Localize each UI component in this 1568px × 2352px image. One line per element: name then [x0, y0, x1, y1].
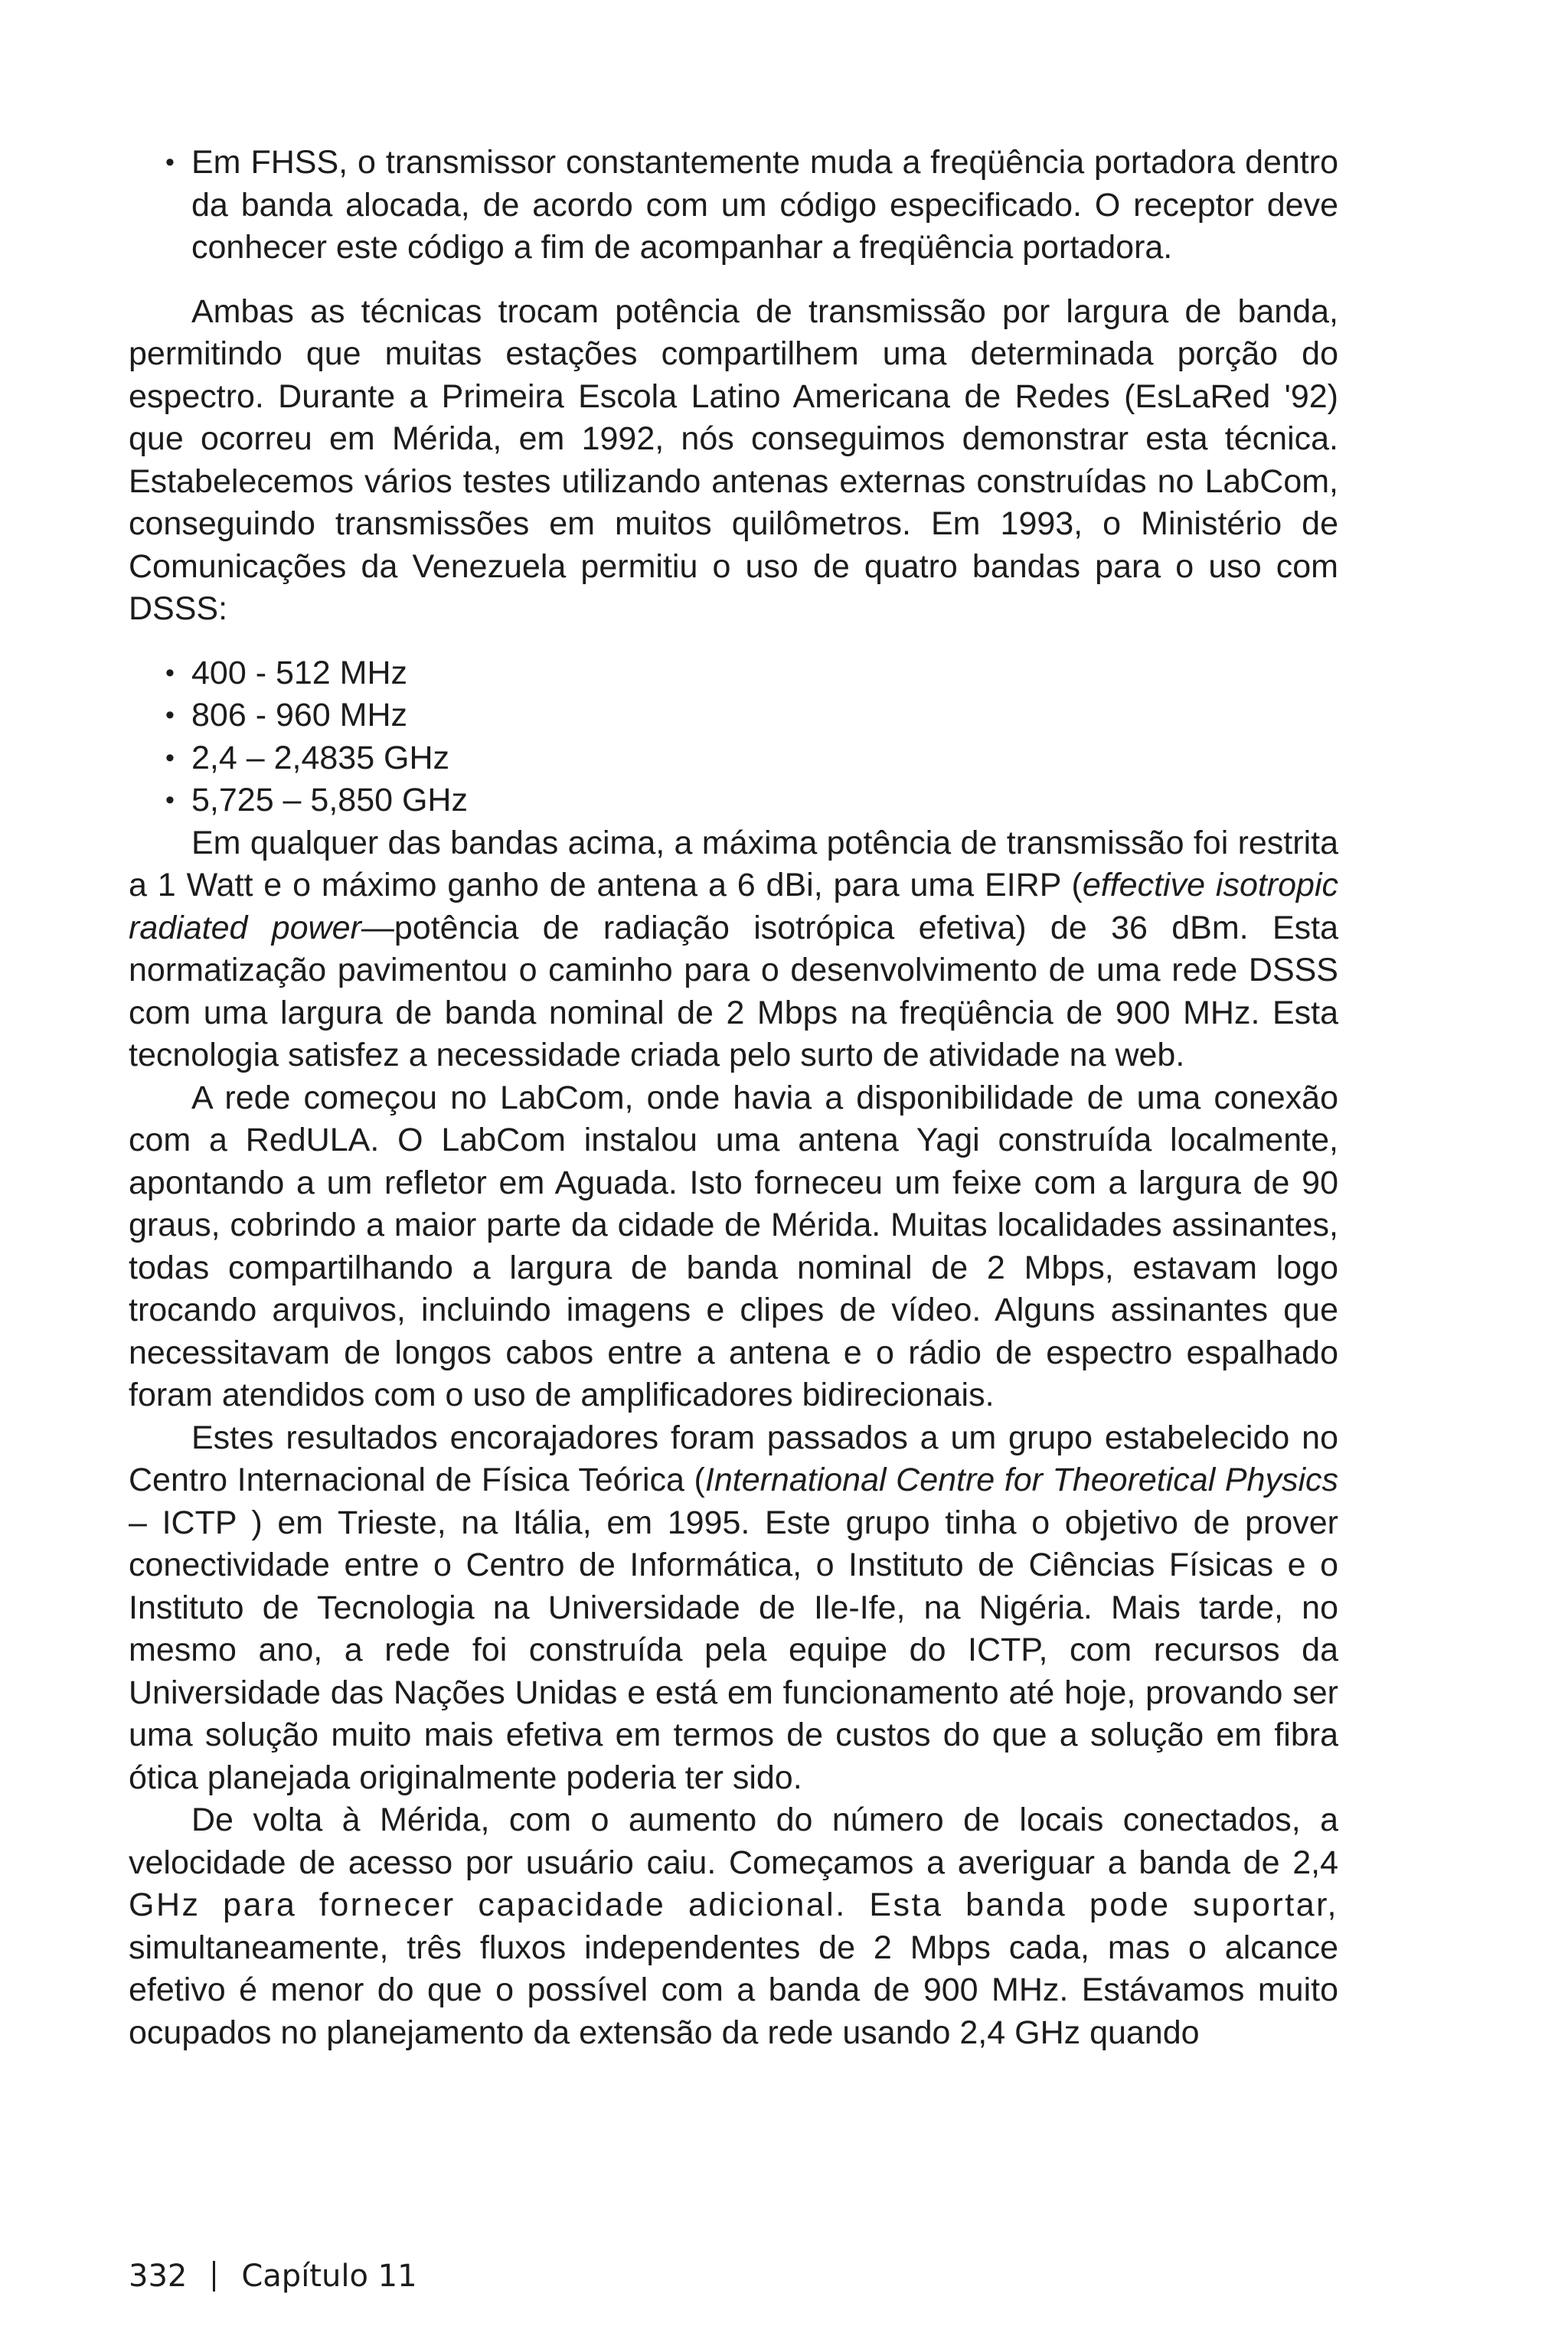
bullet-icon: •: [165, 743, 175, 773]
band-text: 5,725 – 5,850 GHz: [191, 782, 468, 818]
band-text: 2,4 – 2,4835 GHz: [191, 739, 450, 776]
band-text: 806 - 960 MHz: [191, 697, 408, 733]
paragraph-4-part-1: Estes resultados encorajadores foram passados a um grupo estabelecido no Centro Internacional de Física Teórica (: [129, 1419, 1338, 1498]
bullet-icon: •: [165, 658, 175, 688]
bullet-text: Em FHSS, o transmissor constantemente muda a freqüência portadora dentro da banda alocada, de acordo com um código especificado. O receptor deve conhecer este código a fim de acompanhar a freqüência portadora.: [191, 144, 1338, 266]
bullet-icon: •: [165, 701, 175, 730]
list-item: [129, 694, 1338, 737]
band-text: 400 - 512 MHz: [191, 654, 408, 691]
paragraph-2: [129, 822, 1338, 1077]
bullet-icon: •: [165, 148, 175, 177]
paragraph-4-part-2: – ICTP ) em Trieste, na Itália, em 1995. Este grupo tinha o objetivo de prover conectividade entre o Centro de Informática, o Instituto de Ciências Físicas e o Instituto de Tecnologia na Universidade de Ile-Ife, na Nigéria. Mais tarde, no mesmo ano, a rede foi construída pela equipe do ICTP, com recursos da Universidade das Nações Unidas e está em funcionamento até hoje, provando ser uma solução muito mais efetiva em termos de custos do que a solução em fibra ótica planejada originalmente poderia ter sido.: [129, 1504, 1338, 1796]
paragraph-5-spaced-line: GHz para fornecer capacidade adicional. Esta banda pode suportar,: [129, 1886, 1338, 1923]
footer-divider: [213, 2261, 215, 2292]
intro-bullet-list: [129, 142, 1338, 270]
paragraph-5-line-1: De volta à Mérida, com o aumento do número de locais conectados, a velocidade de acesso por usuário caiu. Começamos a averiguar a banda de 2,4: [129, 1802, 1338, 1881]
list-item: [129, 652, 1338, 695]
page-number: 332: [129, 2259, 188, 2294]
paragraph-2-part-1: Em qualquer das bandas acima, a máxima potência de transmissão foi restrita a 1 Watt e o máximo ganho de antena a 6 dBi, para uma EIRP (: [129, 824, 1338, 903]
paragraph-2-italic: effective isotropic radiated power: [129, 867, 1339, 946]
paragraph-5: [129, 1799, 1338, 2054]
paragraph-4: [129, 1417, 1338, 1800]
paragraph-3: A rede começou no LabCom, onde havia a disponibilidade de uma conexão com a RedULA. O LabCom instalou uma antena Yagi construída localmente, apontando a um refletor em Aguada. Isto forneceu um feixe com a largura de 90 graus, cobrindo a maior parte da cidade de Mérida. Muitas localidades assinantes, todas compartilhando a largura de banda nominal de 2 Mbps, estavam logo trocando arquivos, incluindo imagens e clipes de vídeo. Alguns assinantes que necessitavam de longos cabos entre a antena e o rádio de espectro espalhado foram atendidos com o uso de amplificadores bidirecionais.: [129, 1079, 1338, 1413]
chapter-label: Capítulo 11: [241, 2259, 417, 2294]
list-item: [129, 737, 1338, 780]
paragraph-5-rest: simultaneamente, três fluxos independentes de 2 Mbps cada, mas o alcance efetivo é menor do que o possível com a banda de 900 MHz. Estávamos muito ocupados no planejamento da extensão da rede usando 2,4 GHz quando: [129, 1929, 1338, 2051]
spacer: [129, 270, 1338, 291]
page-footer: [129, 2257, 417, 2295]
spacer: [129, 631, 1338, 652]
paragraph-4-italic: International Centre for Theoretical Physics: [704, 1462, 1339, 1498]
paragraph-2-part-2: —potência de radiação isotrópica efetiva) de 36 dBm. Esta normatização pavimentou o caminho para o desenvolvimento de uma rede DSSS com uma largura de banda nominal de 2 Mbps na freqüência de 900 MHz. Esta tecnologia satisfez a necessidade criada pelo surto de atividade na web.: [129, 909, 1338, 1073]
band-list: [129, 652, 1338, 822]
bullet-icon: •: [165, 786, 175, 815]
list-item: [129, 142, 1338, 270]
page-content: [129, 142, 1338, 2054]
paragraph-1: Ambas as técnicas trocam potência de transmissão por largura de banda, permitindo que muitas estações compartilhem uma determinada porção do espectro. Durante a Primeira Escola Latino Americana de Redes (EsLaRed '92) que ocorreu em Mérida, em 1992, nós conseguimos demonstrar esta técnica. Estabelecemos vários testes utilizando antenas externas construídas no LabCom, conseguindo transmissões em muitos quilômetros. Em 1993, o Ministério de Comunicações da Venezuela permitiu o uso de quatro bandas para o uso com DSSS:: [129, 292, 1338, 627]
list-item: [129, 779, 1338, 822]
